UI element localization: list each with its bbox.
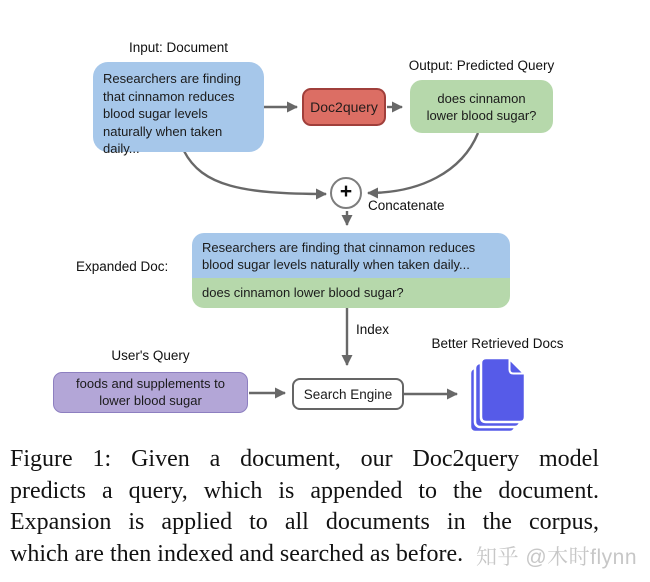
expanded-doc-text: Researchers are finding that cinnamon reduces blood sugar levels naturally when taken daily... [192, 233, 510, 278]
search-engine-box: Search Engine [292, 378, 404, 410]
caption-line: Expansion is applied to all documents in the corpus, [10, 509, 599, 535]
users-query-box: foods and supplements to lower blood sugar [53, 372, 248, 413]
concatenate-label: Concatenate [368, 198, 445, 213]
zhihu-watermark: 知乎 @木时flynn [476, 546, 638, 569]
output-predicted-query-label: Output: Predicted Query [408, 58, 555, 73]
caption-line: predicts a query, which is appended to the document. [10, 477, 599, 504]
expanded-doc-box [192, 233, 510, 308]
caption-line: Figure 1: Given a document, our Doc2query model [10, 446, 599, 472]
curve-query-to-concat-icon [368, 133, 478, 193]
curve-doc-to-concat-icon [184, 151, 326, 194]
predicted-query-box: does cinnamon lower blood sugar? [410, 80, 553, 133]
retrieved-docs-icon [470, 358, 525, 432]
caption-line: which are then indexed and searched as before. [10, 540, 464, 567]
doc2query-model-box: Doc2query [302, 88, 386, 126]
input-document-label: Input: Document [128, 40, 229, 55]
expanded-appended-query-text: does cinnamon lower blood sugar? [192, 278, 510, 308]
input-document-box: Researchers are finding that cinnamon reduces blood sugar levels naturally when taken daily... [93, 62, 264, 152]
expanded-doc-label: Expanded Doc: [76, 259, 169, 274]
better-retrieved-docs-label: Better Retrieved Docs [431, 336, 564, 351]
concatenate-node [330, 177, 362, 209]
users-query-label: User's Query [111, 348, 190, 363]
doc-page-fold-icon [510, 359, 525, 374]
plus-icon: + [339, 180, 353, 203]
index-label: Index [356, 322, 390, 337]
